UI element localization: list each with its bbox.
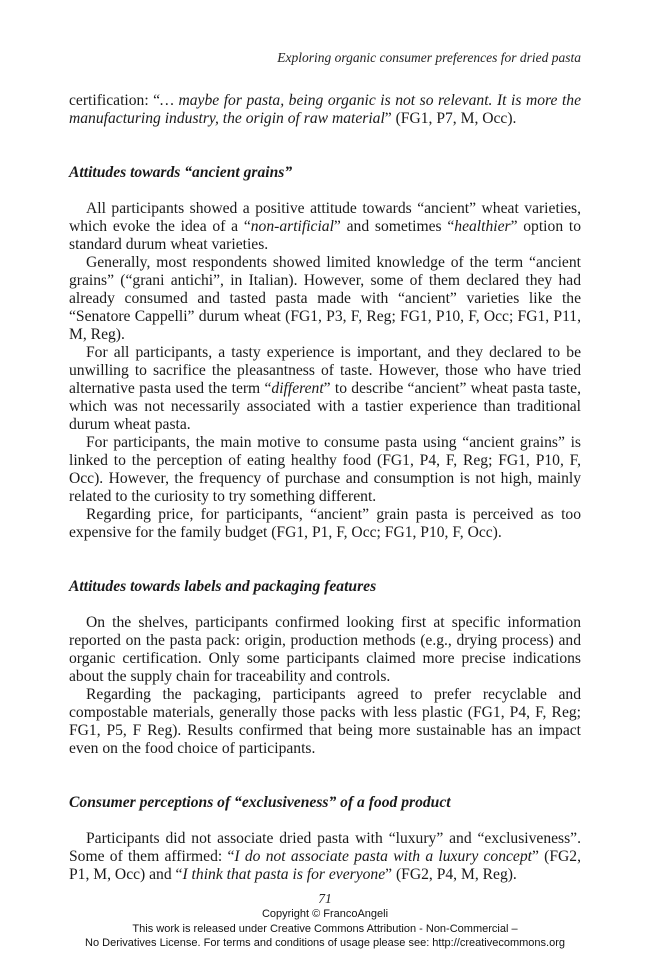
quote-italic: I think that pasta is for everyone bbox=[182, 866, 386, 883]
text-run: ” and sometimes “ bbox=[333, 218, 455, 235]
text-run: For all participants, a tasty experience is important, and they declared to be unwilling to sacrifice the pleasantness of taste. However, those who have tried alternative pasta used the term “ bbox=[69, 344, 581, 397]
text-run: ” (FG2, P4, M, Reg). bbox=[385, 866, 517, 883]
paragraph: Regarding price, for participants, “ancient” grain pasta is perceived as too expensive for the family budget (FG1, P1, F, Occ; FG1, P10, F, Occ). bbox=[69, 506, 581, 541]
section-heading-ancient-grains: Attitudes towards “ancient grains” bbox=[69, 164, 293, 181]
page-number: 71 bbox=[318, 891, 332, 906]
body-text bbox=[69, 92, 581, 884]
text-run: ” (FG2, P1, M, Occ) and “ bbox=[69, 848, 582, 883]
term-italic: healthier bbox=[454, 218, 511, 235]
text-run: certification: “ bbox=[69, 92, 161, 109]
license-footer bbox=[0, 907, 650, 951]
paragraph: For participants, the main motive to consume pasta using “ancient grains” is linked to the perception of eating healthy food (FG1, P4, F, Reg; FG1, P10, F, Occ). However, the frequency of purchase and consumption is not high, mainly related to the curiosity to try something different. bbox=[69, 434, 581, 505]
paragraph: Regarding the packaging, participants agreed to prefer recyclable and compostable materials, generally those packs with less plastic (FG1, P4, F, Reg; FG1, P5, F Reg). Results confirmed that being more sustainable has an impact even on the food choice of participants. bbox=[69, 686, 581, 757]
section-heading-labels-packaging: Attitudes towards labels and packaging features bbox=[69, 578, 377, 595]
text-run: Participants did not associate dried pasta with “luxury” and “exclusiveness”. Some of them affirmed: “ bbox=[69, 830, 581, 865]
running-head: Exploring organic consumer preferences for dried pasta bbox=[277, 50, 581, 65]
paragraph bbox=[69, 200, 581, 254]
section-heading-exclusiveness: Consumer perceptions of “exclusiveness” of a food product bbox=[69, 794, 451, 811]
quote-italic: I do not associate pasta with a luxury concept bbox=[234, 848, 532, 865]
text-run: ” option to standard durum wheat varieties. bbox=[69, 218, 581, 253]
paragraph bbox=[69, 830, 581, 884]
text-run: ” (FG1, P7, M, Occ). bbox=[384, 110, 517, 127]
copyright-line: Copyright © FrancoAngeli bbox=[261, 908, 389, 920]
term-italic: different bbox=[271, 380, 324, 397]
paragraph bbox=[69, 344, 581, 434]
paragraph: Generally, most respondents showed limited knowledge of the term “ancient grains” (“grani antichi”, in Italian). However, some of them declared they had already consumed and tasted pasta made with “ancient” varieties like the “Senatore Cappelli” durum wheat (FG1, P3, F, Reg; FG1, P10, F, Occ; FG1, P11, M, Reg). bbox=[69, 254, 581, 343]
paragraph: On the shelves, participants confirmed looking first at specific information reported on the pasta pack: origin, production methods (e.g., drying process) and organic certification. Only some participants claimed more precise indications about the supply chain for traceability and controls. bbox=[69, 614, 581, 685]
paragraph-continued bbox=[69, 92, 581, 128]
license-line: This work is released under Creative Commons Attribution - Non-Commercial – bbox=[132, 922, 518, 935]
quote-italic: … maybe for pasta, being organic is not so relevant. It is more the manufacturing industry, the origin of raw material bbox=[69, 92, 581, 127]
text-run: All participants showed a positive attitude towards “ancient” wheat varieties, which evoke the idea of a “ bbox=[69, 200, 581, 235]
term-italic: non-artificial bbox=[250, 218, 334, 235]
text-run: ” to describe “ancient” wheat pasta taste, which was not necessarily associated with a tastier experience than traditional durum wheat pasta. bbox=[69, 380, 581, 433]
license-terms-line: No Derivatives License. For terms and conditions of usage please see: http://creativecommons.org bbox=[85, 937, 565, 949]
